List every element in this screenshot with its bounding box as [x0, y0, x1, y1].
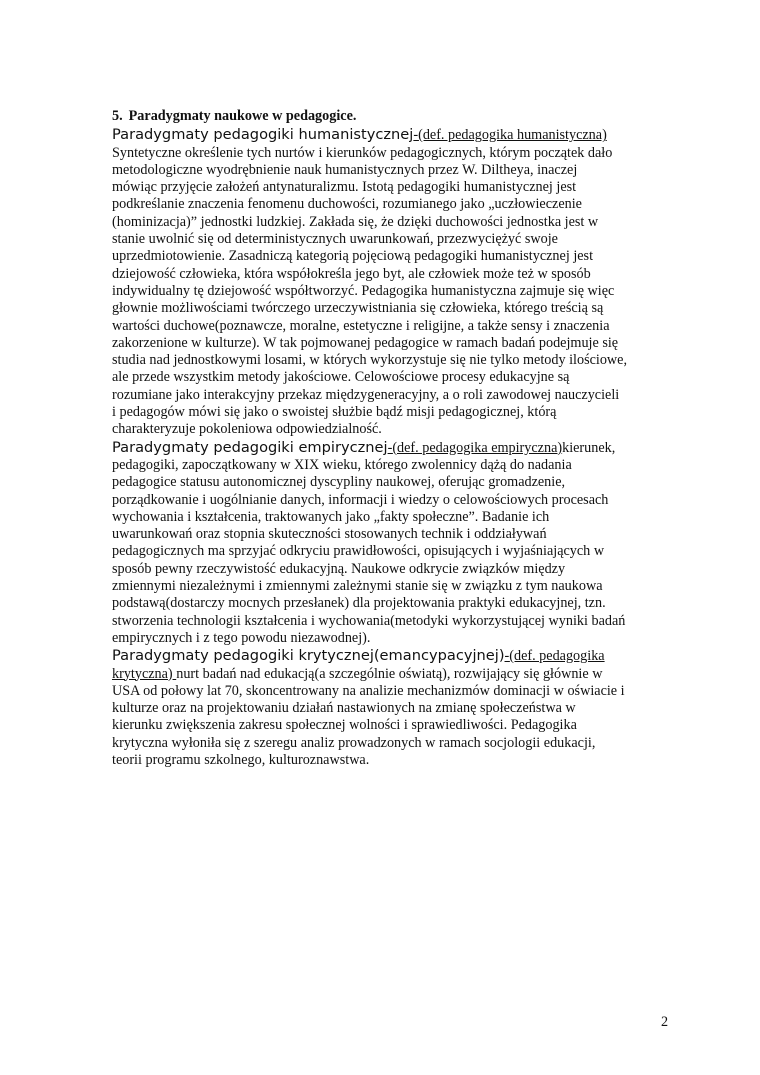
text-line: metodologiczne wyodrębnienie nauk humanistycznych przez W. Diltheya, inaczej — [112, 161, 578, 178]
chapter-number: 5. — [112, 108, 123, 124]
chapter-title: Paradygmaty naukowe w pedagogice. — [128, 108, 357, 124]
text-line — [112, 666, 672, 683]
section-title: Paradygmaty pedagogiki humanistycznej — [112, 126, 414, 144]
text-line: mówiąc przyjęcie założeń antynaturalizmu. Istotą pedagogiki humanistycznej jest — [112, 179, 577, 196]
section-title: Paradygmaty pedagogiki krytycznej(emancypacyjnej) — [112, 647, 505, 665]
section-title-line — [112, 439, 672, 457]
text-line: zmiennymi niezależnymi i zmiennymi zależnymi stanie się w związku z tym naukowa — [112, 578, 603, 595]
section-body — [112, 683, 672, 769]
separator: - — [504, 648, 510, 665]
page-number: 2 — [661, 1014, 669, 1030]
text-line: krytyczna wyłoniła się z szeregu analiz prowadzonych w ramach socjologii edukacji, — [112, 734, 596, 751]
separator: - — [413, 127, 419, 144]
text-fragment: kierunek, — [562, 439, 616, 456]
section-critical — [112, 647, 672, 769]
text-line: ale przede wszystkim metody jakościowe. Celowościowe procesy edukacyjne są — [112, 369, 570, 386]
separator: - — [387, 439, 393, 456]
definition-link[interactable]: (def. pedagogika humanistyczna) — [418, 127, 607, 144]
text-line: podstawą(dostarczy mocnych przesłanek) dla projektowania praktyki edukacyjnej, tzn. — [112, 595, 606, 612]
text-line: podkreślanie znaczenia fenomenu duchowości, rozumianego jako „uczłowieczenie — [112, 196, 582, 213]
section-title-line — [112, 647, 672, 665]
text-line: Syntetyczne określenie tych nurtów i kierunków pedagogicznych, którym początek dało — [112, 144, 613, 161]
text-line: zakorzenione w kulturze). W tak pojmowanej pedagogice w ramach badań podejmuje się — [112, 334, 619, 351]
text-line: wychowania i kształcenia, traktowanych jako „fakty społeczne”. Badanie ich — [112, 508, 550, 525]
text-line: porządkowanie i uogólnianie danych, informacji i wiedzy o celowościowych procesach — [112, 491, 609, 508]
text-line: studia nad jednostkowymi losami, w których wykorzystuje się nie tylko metody ilościowe, — [112, 352, 628, 369]
text-line: wartości duchowe(poznawcze, moralne, estetyczne i religijne, a także sensy i znaczenia — [112, 317, 610, 334]
text-fragment: nurt badań nad edukacją(a szczególnie oświatą), rozwijający się głównie w — [176, 665, 603, 682]
text-line: stworzenia technologii kształcenia i wychowania(metodyki wykorzystującej wyniki badań — [112, 612, 626, 629]
text-line: i pedagogów mówi się jako o swoistej służbie bądź misji pedagogicznej, którą — [112, 404, 557, 421]
text-line: uwarunkowań oraz stopnia skuteczności stosowanych technik i oddziaływań — [112, 526, 547, 543]
section-empirical — [112, 439, 672, 648]
text-line: pedagogice statusu autonomicznej dyscypliny naukowej, oferując gromadzenie, — [112, 474, 566, 491]
text-line: rozumiane jako interakcyjny przekaz międzygeneracyjny, a o roli zawodowej nauczycieli — [112, 386, 620, 403]
section-humanistic — [112, 126, 672, 438]
text-line: pedagogicznych ma sprzyjać odkryciu prawidłowości, opisujących i wyjaśniających w — [112, 543, 605, 560]
text-line: uprzedmiotowienie. Zasadniczą kategorią pojęciową pedagogiki humanistycznej jest — [112, 248, 594, 265]
text-line: kierunku zwiększenia zakresu społecznej wolności i sprawiedliwości. Pedagogika — [112, 717, 577, 734]
definition-link[interactable]: (def. pedagogika empiryczna) — [392, 439, 563, 456]
definition-link-continued[interactable]: krytyczna) — [112, 665, 177, 682]
section-title-line — [112, 126, 672, 144]
chapter-heading — [112, 108, 672, 125]
text-line: indywidualny tę dziejowość współtworzyć. Pedagogika humanistyczna zajmuje się więc — [112, 282, 615, 299]
definition-link[interactable]: (def. pedagogika — [509, 648, 605, 665]
text-line: charakteryzuje pokoleniowa odpowiedzialność. — [112, 421, 382, 438]
text-line: teorii programu szkolnego, kulturoznawstwa. — [112, 751, 370, 768]
text-line: sposób pewny rzeczywistość edukacyjną. Naukowe odkrycie związków między — [112, 560, 566, 577]
section-body — [112, 457, 672, 647]
document-page — [112, 108, 672, 769]
text-line: empirycznych i z tego powodu niezawodnej). — [112, 629, 371, 646]
text-line: dziejowość człowieka, która współokreśla jego byt, ale człowiek może też w sposób — [112, 265, 591, 282]
text-line: (hominizacja)” jednostki ludzkiej. Zakłada się, że dzięki duchowości jednostka jest w — [112, 213, 599, 230]
text-line: głownie możliwościami twórczego urzeczywistniania się człowieka, którego treścią są — [112, 300, 604, 317]
section-body — [112, 145, 672, 439]
text-line: pedagogiki, zapoczątkowany w XIX wieku, którego zwolennicy dążą do nadania — [112, 456, 572, 473]
text-line: stanie uwolnić się od deterministycznych uwarunkowań, przezwyciężyć swoje — [112, 231, 558, 248]
text-line: USA od połowy lat 70, skoncentrowany na analizie mechanizmów dominacji w oświacie i — [112, 682, 625, 699]
section-title: Paradygmaty pedagogiki empirycznej — [112, 438, 388, 456]
text-line: kulturze oraz na projektowaniu działań nastawionych na zmianę społeczeństwa w — [112, 700, 576, 717]
